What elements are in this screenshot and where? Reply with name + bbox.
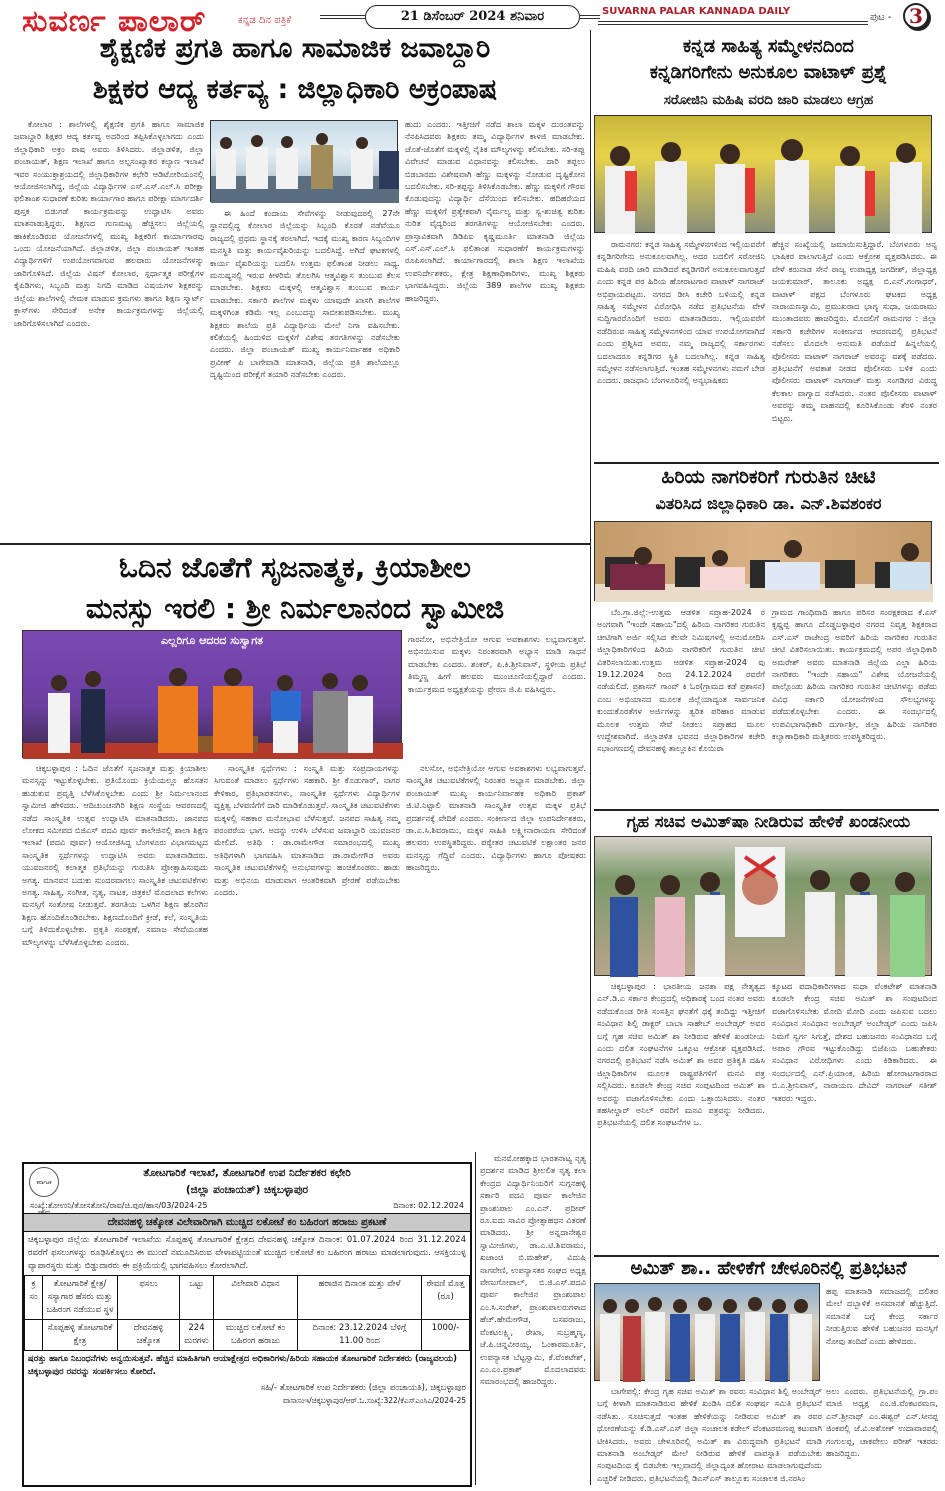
article2-photo-protesters xyxy=(595,116,933,234)
government-emblem xyxy=(29,1167,59,1216)
col-header-datetime: ಹರಾಜಿನ ದಿನಾಂಕ ಮತ್ತು ವೇಳೆ xyxy=(298,1276,422,1320)
article3-photo xyxy=(594,521,932,601)
article4-headline-line1: ಓದಿನ ಜೊತೆಗೆ ಸೃಜನಾತ್ಮಕ, ಕ್ರಿಯಾಶೀಲ xyxy=(119,551,471,584)
page-label: ಪುಟ - xyxy=(870,12,892,23)
auction-notice xyxy=(22,1162,472,1487)
notice-intro: ಚಿಕ್ಕಬಳ್ಳಾಪುರ ಜಿಲ್ಲೆಯ ತೋಟಗಾರಿಕೆ ಇಲಾಖೆಯ ಸೊಪ್ಪಹಳ್ಳಿ ತೋಟಗಾರಿಕೆ ಕ್ಷೇತ್ರದ ದೇವನಹಳ್ಳಿ ಚಕ್ಕೋತ ದಿನಾಂಕ: 01.07.2024 ರಿಂದ 31.12.2024 ರವರೆಗೆ ಫಸಲುಗಳನ್ನು ರೂಢಿಸಿಕೊಳ್ಳಲು ಈ ಮುಂದೆ ನಮೂದಿಸಿರುವ ವೇಳಾಪಟ್ಟಿಯಂತೆ ಮುಚ್ಚಿದ ಲಕೋಟೆ ಕಂ ಬಹಿರಂಗ ಹರಾಜು ಮಾಡಲಾಗುವುದು. ಆಸಕ್ತಿಯುಳ್ಳ ವ್ಯಾಪಾರಸ್ಥರು ಮತ್ತು ಬಿಡ್ಡುದಾರರು ಈ ಪ್ರಕ್ರಿಯೆಯಲ್ಲಿ ಭಾಗವಹಿಸಲು ಕೋರಲಾಗಿದೆ. xyxy=(28,1235,466,1271)
article4-headline-line2: ಮನಸ್ಸು ಇರಲಿ : ಶ್ರೀ ನಿರ್ಮಲಾನಂದ ಸ್ವಾಮೀಜಿ xyxy=(85,592,505,625)
notice-signature: ಸಹಿ/- ತೋಟಗಾರಿಕೆ ಉಪ ನಿರ್ದೇಶಕರು (ಜಿಲ್ಲಾ ಪಂಚಾಯತಿ), ಚಿಕ್ಕಬಳ್ಳಾಪುರ xyxy=(260,1383,466,1393)
notice-date: ದಿನಾಂಕ: 02.12.2024 xyxy=(393,1201,464,1210)
article2-body-col1: ರಾಮನಗರ: ಕನ್ನಡ ಸಾಹಿತ್ಯ ಸಮ್ಮೇಳನಗಳಿಂದ ಇಲ್ಲಿಯವರೆಗೆ ಕನ್ನಡಿಗರಿಗೇನು ಅನುಕೂಲವಾಗಿಲ್ಲ. ಅದರ ಬದಲಿಗೆ ಸರೋಜಿನಿ ಮಹಿಷಿ ವರದಿ ಜಾರಿ ಮಾಡಿದರೆ ಕನ್ನಡಿಗರಿಗೆ ಅನುಕೂಲವಾಗುತ್ತದೆ ಎಂದು ಕನ್ನಡ ಪರ ಹಿರಿಯ ಹೋರಾಟಗಾರ ವಾಟಾಳ್ ನಾಗರಾಜ್ ಅಭಿಪ್ರಾಯಪಟ್ಟರು. ನಗರದ ಡೀಸಿ ಕಚೇರಿ ಬಳಿಯಲ್ಲಿ ಕನ್ನಡ ಸಾಹಿತ್ಯ ಸಮ್ಮೇಳನ ವಿರೋಧಿಸಿ ನಡೆದ ಪ್ರತಿಭಟನೆಯ ವೇಳೆ ಸುದ್ದಿಗಾರರೊಂದಿಗೆ ಅವರು ಮಾತನಾಡಿದರು. ಇಲ್ಲಿಯವರೆಗೆ ನಡೆದಿರುವ ಸಾಹಿತ್ಯ ಸಮ್ಮೇಳನಗಳಿಂದ ಯಾವ ಉಪಯೋಗವಾಗಿದೆ ಎಂದು ಪ್ರಶ್ನಿಸಿದ ಅವರು, ನಮ್ಮ ರಾಜ್ಯದಲ್ಲಿ ಸರ್ಕಾರಗಳು ಬದಲಾದರೂ ಕನ್ನಡಿಗರ ಸ್ಥಿತಿ ಬದಲಾಗಿಲ್ಲ. ಕನ್ನಡ ಸಾಹಿತ್ಯ ಸಮ್ಮೇಳನ ನಡೆಸಲಾಗುತ್ತಿದೆ. ಇಂತಹ ಸಮ್ಮೇಳನಗಳು ನಮಗೆ ಬೇಡ ಎಂದರು. ರಾಜಧಾನಿ ಬೆಂಗಳೂರಿನಲ್ಲಿ ಅನ್ಯಭಾಷಿಕರು xyxy=(597,239,765,386)
article1-headline-line2: ಶಿಕ್ಷಕರ ಆದ್ಯ ಕರ್ತವ್ಯ : ಜಿಲ್ಲಾಧಿಕಾರಿ ಅಕ್ರಂಪಾಷ xyxy=(92,74,498,105)
col-header-sl: ಕ್ರ ಸಂ xyxy=(25,1276,43,1320)
column-divider xyxy=(590,30,591,1485)
cell-method: ಮುಚ್ಚಿದ ಲಕೋಟೆ ಕಂ ಬಹಿರಂಗ ಹರಾಜು xyxy=(214,1320,298,1351)
col-header-place: ತೋಟಗಾರಿಕೆ ಕ್ಷೇತ್ರ/ಸಸ್ಯಾಗಾರ ಹೆಸರು ಮತ್ತು ಬಹಿರಂಗ ನಡೆಯುವ ಸ್ಥಳ xyxy=(43,1276,118,1320)
notice-table-header xyxy=(25,1276,470,1320)
article1-headline-line1: ಶೈಕ್ಷಣಿಕ ಪ್ರಗತಿ ಹಾಗೂ ಸಾಮಾಜಿಕ ಜವಾಬ್ದಾರಿ xyxy=(99,33,491,64)
article3-headline-line2: ವಿತರಿಸಿದ ಜಿಲ್ಲಾಧಿಕಾರಿ ಡಾ. ಎನ್.ಶಿವಶಂಕರ xyxy=(655,494,882,513)
col-header-deposit: ಠೇವಣಿ ಮೊತ್ತ (ರೂ) xyxy=(422,1276,470,1320)
article5-photo xyxy=(594,836,932,976)
notice-office-line2: (ಜಿಲ್ಲಾ ಪಂಚಾಯತ್) ಚಿಕ್ಕಬಳ್ಳಾಪುರ xyxy=(185,1184,309,1196)
article4-body-col3: ನಲಸೋ, ಅಭಿನೇತ್ರಿಯೋ ಆಗುವ ಅವಕಾಶಗಳು ಲಭ್ಯವಾಗುತ್ತವೆ. ಸಾಂಸ್ಕೃತಿಕ ಚಟುವಟಿಕೆಗಳಲ್ಲಿ ನಿರಂತರ ಅಭ್ಯಾಸ ಮಾಡಬೇಕು. ಜಿಲ್ಲಾ ಪಂಚಾಯತ್ ಮುಖ್ಯ ಕಾರ್ಯನಿರ್ವಾಹಕ ಅಧಿಕಾರಿ ಪ್ರಕಾಶ್ ಜಿ.ಟಿ.ನಿಟ್ಟಾಲಿ ಮಾತನಾಡಿ ಸಾಂಸ್ಕೃತಿಕ ಉತ್ಸವ ಮಕ್ಕಳ ಪ್ರತಿಭೆ ಪ್ರದರ್ಶನಕ್ಕೆ ವೇದಿಕೆ ಎಂದರು. ಸಂಕೀರ್ಣದ ಜಿಲ್ಲಾ ಉಪನಿರ್ದೇಶಕರು, ಡಾ.ಎ.ಸಿ.ಶಿವರಾಮು, ಮಕ್ಕಳ ಸಾಹಿತಿ ಲಕ್ಷ್ಮೀನಾರಾಯಣ ಸೇರಿದಂತೆ ಹಲವರು ಉಪಸ್ಥಿತರಿದ್ದರು. ಪಠ್ಯೇತರ ಚಟುವಟಿಕೆ ಲಕ್ಷಾಂತರ ಜನರ ಮನಸ್ಸನ್ನು ಗೆದ್ದಿವೆ ಎಂದರು. ವಿದ್ಯಾರ್ಥಿಗಳು ಹಾಗೂ ಪೋಷಕರು ಹಾಜರಿದ್ದರು. xyxy=(406,763,586,873)
section-divider-1 xyxy=(0,543,590,545)
notice-ref-number: ಸಂಖ್ಯೆ:ತೋಉನಿ/ತೋಸತೋನಿ/ರಾವ/ಚಿ.ಪುರ/ಹಾಸ/03/2024-25 xyxy=(30,1201,208,1210)
cell-deposit: 1000/- xyxy=(422,1320,470,1351)
article3-body-col2: ಗ್ರಾಮದ ಗಾಂಧಿವಾದಿ ಹಾಗೂ ಪರಿಸರ ಸಂರಕ್ಷಕರಾದ ಕೆ.ಎಸ್ ಕೃಷ್ಣಪ್ಪ ಹಾಗೂ ದೊಡ್ಡಬಳ್ಳಾಪುರ ನಗರದ ನಿವೃತ್ತ ಶಿಕ್ಷಕರಾದ ಎಸ್.ಎಸ್ ರಾಜೇಂದ್ರ ಅವರಿಗೆ ಹಿರಿಯ ನಾಗರಿಕರ ಗುರುತಿನ ಚೀಟಿ ವಿತರಿಸಲಾಯಿತು. ಕಾರ್ಯಕ್ರಮದಲ್ಲಿ ಅಪರ ಜಿಲ್ಲಾಧಿಕಾರಿ ಅಮರೇಶ್ ಅವರು ಮಾತನಾಡಿ ಜಿಲ್ಲೆಯ ಎಲ್ಲಾ ಹಿರಿಯ ನಾಗರಿಕರು "ಇಂದೇ ಸಹಾಯ" ವಿಶೇಷ ಯೋಜನೆಯಲ್ಲಿ ಪಾಲ್ಗೊಂಡು ಹಿರಿಯ ನಾಗರಿಕರ ಗುರುತಿನ ಚೀಟಿಗಳನ್ನು ಪಡೆದು ವಿವಿಧ ಸರ್ಕಾರಿ ಯೋಜನೆಗಳಿಂದ ಸೌಲಭ್ಯಗಳನ್ನು ಪಡೆದುಕೊಳ್ಳಬೇಕು ಎಂದರು. ಈ ಸಂದರ್ಭದಲ್ಲಿ ಉಪವಿಭಾಗಾಧಿಕಾರಿ ದುರ್ಗಾಶ್ರೀ, ಜಿಲ್ಲಾ ಹಿರಿಯ ನಾಗರಿಕರ ಕಲ್ಯಾಣಾಧಿಕಾರಿ ಮತ್ತಿತರರು ಉಪಸ್ಥಿತರಿದ್ದರು. xyxy=(772,607,937,742)
article1-photo xyxy=(210,120,398,202)
masthead-rule-left xyxy=(320,15,365,19)
notice-office-line1: ತೋಟಗಾರಿಕೆ ಇಲಾಖೆ, ತೋಟಗಾರಿಕೆ ಉಪ ನಿರ್ದೇಶಕರ ಕಛೇರಿ xyxy=(143,1167,351,1179)
article6-body-side: ಹಪ್ಪ ಮಾತನಾಡಿ ಸಮಾಜದಲ್ಲಿ ದಲಿತರ ಮೇಲೆ ದಬ್ಬಾಳಿಕೆ ಅಸಮಾನತೆ ಹೆಚ್ಚುತ್ತಿದೆ. ಸಮಾನತೆ ಬಗ್ಗೆ ಕೇಂದ್ರ ಸರ್ಕಾರ ನೀಡುತ್ತಿರುವ ಹೇಳಿಕೆ ಬಹುಜನರ ಮನಸ್ಸಿಗೆ ನೋವು ತಂದಿದೆ ಎಂದು ಹೇಳಿದರು. xyxy=(826,1286,938,1346)
article3-headline-line1: ಹಿರಿಯ ನಾಗರಿಕರಿಗೆ ಗುರುತಿನ ಚೀಟಿ xyxy=(661,466,876,488)
notice-table xyxy=(24,1275,470,1351)
article2-headline-line1: ಕನ್ನಡ ಸಾಹಿತ್ಯ ಸಮ್ಮೇಳನದಿಂದ xyxy=(683,36,854,57)
cell-datetime: ದಿನಾಂಕ: 23.12.2024 ಬೆಳಿಗ್ಗೆ 11.00 ರಿಂದ xyxy=(298,1320,422,1351)
article6-body-col1: ಬಾಗೇಪಲ್ಲಿ: ಕೇಂದ್ರ ಗೃಹ ಸಚಿವ ಅಮಿತ್ ಶಾ ರವರು ಸಂವಿಧಾನ ಶಿಲ್ಪಿ ಅಂಬೇಡ್ಕರ್ ಬಗ್ಗೆ ಕೀಳಾಗಿ ಮಾತನಾಡಿರುವ ಹೇಳಿಕೆ ಖಂಡಿಸಿ ದಲಿತ ಸಂಘರ್ಷ ಸಮಿತಿ ಪ್ರತಿಭಟನೆ ನಡೆಸಿತು. ಸೂಚಿಸುತ್ತದೆ ಇಂತಹ ಹೇಳಿಕೆಯನ್ನು ನೀಡಿರುವ ಅಮಿತ್ ಶಾ ರವರ ಧೋರಣೆಯನ್ನು ಕೆ.ಡಿ.ಎಸ್.ಎಸ್ ಜಿಲ್ಲಾ ಸಂಚಾಲಕ ಕಡೇಲ್ ವೆಂಕಟರಮಣಪ್ಪ ಕಟುವಾಗಿ ಟೀಕಿಸಿದರು. ಅವರು ಚೇಳೂರಿನಲ್ಲಿ ಅಮಿತ್ ಶಾ ವಿರುದ್ಧವಾಗಿ ಪ್ರತಿಭಟನೆ ಮಾಡಿ ಮಾತನಾಡಿ ಅಂಬೇಡ್ಕರ್ ಮೇಲೆ ನೀಡಿರುವ ಹೇಳಿಕೆ ವಾಪಸ್ಸಾತಿ ಪಡೆಯಬೇಕು ಸಂಪುಟದಿಂದ ಕೈ ಬಿಡಬೇಕು ಇಲ್ಲವಾದಲ್ಲಿ ಜಿಲ್ಲಾದ್ಯಂತ ಹೋರಾಟ ಮಾಡಲಾಗುವುದೆಂದು ಎಚ್ಚರಿಕೆ ನೀಡಿದರು. ಪ್ರತಿಭಟನೆಯಲ್ಲಿ ಡಿಎಸ್‌ಎಸ್ ತಾಲ್ಲೂಕು ಸಂಚಾಲಕ ಜಿ.ನರಸಿಂ xyxy=(597,1386,822,1483)
masthead-rule-right xyxy=(598,21,868,25)
article1-photo-people xyxy=(211,121,399,203)
notice-footer: ಷರತ್ತು ಹಾಗೂ ನಿಬಂಧನೆಗಳು ಅನ್ವಯಿಸುತ್ತವೆ. ಹೆಚ್ಚಿನ ಮಾಹಿತಿಗಾಗಿ ಆಯಾಕ್ಷೇತ್ರದ ಅಧಿಕಾರಿಗಳು/ಹಿರಿಯ ಸಹಾಯಕ ತೋಟಗಾರಿಕೆ ನಿರ್ದೇಶಕರು (ರಾಜ್ಯವಲಯ) ಚಿಕ್ಕಬಳ್ಳಾಪುರ ರವರನ್ನು ಸಂಪರ್ಕಿಸಲು ಕೋರಿದೆ. xyxy=(28,1354,458,1377)
article5-photo-protest xyxy=(595,837,933,977)
col-header-total: ಒಟ್ಟು xyxy=(180,1276,214,1320)
article5-body-col2: ಕ್ಕೂಟದ ಪದಾಧಿಕಾರಿಗಳಾದ ಸುಧಾ ವೆಂಕಟೇಶ್ ಮಾತನಾಡಿ ಕೂಡಲೇ ಕೇಂದ್ರ ಸಚಿವ ಅಮಿತ್ ಶಾ ಸಂಪುಟದಿಂದ ವಜಾಗೊಳಿಸಬೇಕು ಮೋದಿ ಮೋದಿ ಎಂದು ಜಪಿಸುವ ಬದಲು ಸಂವಿಧಾನ ಸಂವಿಧಾನ ಅಂಬೇಡ್ಕರ್ ಅಂಬೇಡ್ಕರ್ ಎಂದು ಜಪಿಸಿ ನಿಮಗೆ ಸ್ವರ್ಗ ಸಿಗುತ್ತೆ, ದೇಶದ ಬಹುಜನರು ಸಂವಿಧಾನದ ಬಗ್ಗೆ ಅಪಾರ ಗೌರವ ಇಟ್ಟುಕೊಂಡಿದ್ದು ಬಿಜೆಪಿಯ ಬಹುತೇಕರು ಸಂವಿಧಾನ ವಿರೋಧಿಗಳು ಎಂದು ಕಿಡಿಕಾರಿದರು. ಈ ಸಂದರ್ಭದಲ್ಲಿ ಎನ್.ಪ್ರಿಯಾಂಕ, ಹಿರಿಯ ಹೋರಾಟಗಾರರಾದ ಬಿ.ಎ.ಶ್ರೀನಿವಾಸ್, ನಾರಾಯಣ ದೇವಿದ್ ನಾಗರಾಜ್ ಸತೀಶ್ ಇತರರು ಇದ್ದರು. xyxy=(772,981,937,1103)
table-row xyxy=(25,1320,470,1351)
article5-body-col1: ಚಿಕ್ಕಬಳ್ಳಾಪುರ : ಭಾರತೀಯ ಜನತಾ ಪಕ್ಷ ನೇತೃತ್ವದ ಎನ್.ಡಿ.ಎ ಸರ್ಕಾರ ಕೇಂದ್ರದಲ್ಲಿ ಅಧಿಕಾರಕ್ಕೆ ಬಂದ ನಂತರ ಅವರು ನಡೆದುಕೊಂಡ ರೀತಿ ಸಂಸತ್ತಿನ ಘನತೆಗೆ ಧಕ್ಕೆ ತಂದಿದ್ದು ಇತ್ತೀಚಿಗೆ ಸಂವಿಧಾನ ಶಿಲ್ಪಿ ಡಾಕ್ಟರ್ ಬಾಬಾ ಸಾಹೇಬ್ ಅಂಬೇಡ್ಕರ್ ಅವರ ಬಗ್ಗೆ ಗೃಹ ಸಚಿವ ಅಮಿತ್ ಶಾ ನೀಡಿರುವ ಹೇಳಿಕೆ ಖಂಡನೀಯ ಎಂದು ದಲಿತ ಸಂಘಟನೆಗಳ ಒಕ್ಕೂಟ ಆಕ್ರೋಶ ವ್ಯಕ್ತಪಡಿಸಿದೆ. ನಗರದಲ್ಲಿ ಪ್ರತಿಭಟನೆ ನಡೆಸಿ ಅಮಿತ್ ಶಾ ಅವರ ಪ್ರತಿಕೃತಿ ದಹಿಸಿ ಜಿಲ್ಲಾಧಿಕಾರಿಗಳ ಮೂಲಕ ರಾಷ್ಟ್ರಪತಿಗಳಿಗೆ ಮನವಿ ಪತ್ರ ಸಲ್ಲಿಸಿದರು. ಕೂಡಲೇ ಕೇಂದ್ರ ಸಚಿವ ಸಂಪುಟದಿಂದ ಅಮಿತ್ ಶಾ ಅವರನ್ನು ವಜಾಗೊಳಿಸಬೇಕು ಎಂದು ಒತ್ತಾಯಿಸಿದರು. ನಂತರ ತಹಸೀಲ್ದಾರ್ ಅನಿಲ್ ರವರಿಗೆ ಮನವಿ ಪತ್ರವನ್ನು ನೀಡಿದರು. ಪ್ರತಿಭಟನೆಯಲ್ಲಿ ದಲಿತ ಸಂಘಟನೆಗಳ ಒ. xyxy=(597,981,765,1128)
article3-photo-meeting xyxy=(595,522,933,602)
article4-photo xyxy=(22,630,402,758)
article6-headline: ಅಮಿತ್ ಶಾ.. ಹೇಳಿಕೆಗೆ ಚೇಳೂರಿನಲ್ಲಿ ಪ್ರತಿಭಟನೆ xyxy=(630,1258,907,1279)
notice-title: ದೇವನಹಳ್ಳಿ ಚಕ್ಕೋತ ವಿಲೇವಾರಿಗಾಗಿ ಮುಚ್ಚಿದ ಲಕೋಟೆ ಕಂ ಬಹಿರಂಗ ಹರಾಜು ಪ್ರಕಟಣೆ xyxy=(24,1213,470,1232)
article2-body-col2: ಹೆಚ್ಚಿನ ಸಂಖ್ಯೆಯಲ್ಲಿ ಜಮಾಯಿಸುತ್ತಿದ್ದಾರೆ. ಬೆಂಗಳೂರು ಅನ್ಯ ಭಾಷಿಕರ ಪಾಲಾಗುತ್ತಿದೆ ಎಂದು ಆಕ್ರೋಶ ವ್ಯಕ್ತಪಡಿಸಿದರು. ಈ ವೇಳೆ ಕರುನಾಡ ಸೇನೆ ರಾಜ್ಯ ಉಪಾಧ್ಯಕ್ಷ ಜಗದೀಶ್, ಜಿಲ್ಲಾಧ್ಯಕ್ಷ ಜಯಕುಮಾರ್, ತಾಲೂಕು ಅಧ್ಯಕ್ಷ ಬಿ.ಎನ್.ಗಂಗಾಧರ್, ವಾಟಾಳ್ ಪಕ್ಷದ ಬೆಂಗಳೂರು ಘಟಕದ ಅಧ್ಯಕ್ಷ ನಾರಾಯಣಸ್ವಾಮಿ, ಪ್ರಮುಖರಾದ ಭಾಗ್ಯ ಸುಧಾ, ಜಯರಾಮು ಮುಂತಾದವರು ಹಾಜರಿದ್ದರು. ಮೊದಲಿಗೆ ರಾಮನಗರ : ಜಿಲ್ಲಾ ಸರ್ಕಾರಿ ಕಚೇರಿಗಳ ಸಂಕೀರ್ಣದ ಆವರಣದಲ್ಲಿ ಪ್ರತಿಭಟನೆ ನಡೆಸಲು ಮೊದಲೇ ಅನುಮತಿ ಪಡೆಯದೆ ಹಿನ್ನಲೆಯಲ್ಲಿ ಪೊಲೀಸರು ವಾಟಾಳ್ ನಾಗರಾಜ್ ಅವರನ್ನು ವಶಕ್ಕೆ ಪಡೆದರು. ಪ್ರತಿಭಟನೆಗೆ ಅವಕಾಶ ನೀಡದ ಪೊಲೀಸರು ಬಳಿಕ ಎಂದು ಪೊಲೀಸರು ವಾಟಾಳ್ ನಾಗರಾಜ್ ಮತ್ತು ಸಂಗಡಿಗರ ವಿರುದ್ಧ ಕೆಲಕಾಲ ವಾಗ್ವಾದ ನಡೆಸಿದರು. ನಂತರ ಪೊಲೀಸರು ವಾಟಾಳ್ ಅವರನ್ನು ತಮ್ಮ ವಾಹನದಲ್ಲಿ ಕೂರಿಸಿಕೊಂಡು ತೆರಳಿ ನಂತರ ಬಿಟ್ಟರು. xyxy=(772,239,937,423)
english-title: SUVARNA PALAR KANNADA DAILY xyxy=(602,6,791,17)
article1-body-col3: ಹುದು ಎಂದರು. ಇತ್ತೀಚಿಗೆ ನಡೆದ ಶಾಲಾ ಮಕ್ಕಳ ದುರಂತವನ್ನು ನೆನಪಿಸಿದವರು ಶಿಕ್ಷಕರು ತಮ್ಮ ವಿದ್ಯಾರ್ಥಿಗಳ ಕಾಳಜಿ ಮಾಡಬೇಕು. ಜೊತೆ-ಜೊತೆಗೆ ಮಕ್ಕಳಲ್ಲಿ ನೈತಿಕ ಮೌಲ್ಯಗಳನ್ನು ಕಲಿಸಬೇಕು. ಸರಿ-ತಪ್ಪು ವಿವೇಚನೆ ಮಾಡುವ ವಿಧಾನವನ್ನು ಕಲಿಸಬೇಕು. ದಾರಿ ತಪ್ಪಲು ಬಿಡಬಾರದು ವಿಶೇಷವಾಗಿ ಹೆಣ್ಣು ಮಕ್ಕಳನ್ನು ನೋಡುವ ದೃಷ್ಟಿಕೋನ ಬದಲಿಸಬೇಕು. ಸರಿ-ತಪ್ಪನ್ನು ತಿಳಿಸಿಕೊಡಬೇಕು. ಹೆಣ್ಣು ಮಕ್ಕಳಿಗೆ ಗೌರವ ಕೊಡುವುದನ್ನು ವಿದ್ಯಾರ್ಥಿ ದೆಸೆಯಿಂದ ಕಲಿಸಬೇಕು. ಹದಿಹರೆಯದ ಹೆಣ್ಣು ಮಕ್ಕಳಿಗೆ ಪ್ರತ್ಯೇಕವಾಗಿ ನೈರ್ಮಲ್ಯ ಮತ್ತು ಸ್ವ-ಶುಚಿತ್ವ ಕುರಿತು ನುರಿತ ವೈದ್ಯರಿಂದ ತರಗತಿಗಳನ್ನು ಆಯೋಜಿಸಬೇಕು ಎಂದರು. ಪ್ರಾಸ್ತಾವಿಕವಾಗಿ ಡಿಡಿಪಿಐ ಕೃಷ್ಣಮೂರ್ತಿ ಮಾತನಾಡಿ ಜಿಲ್ಲೆಯ ಎಸ್.ಎಸ್.ಎಲ್.ಸಿ ಫಲಿತಾಂಶ ಸುಧಾರಣೆಗೆ ಕಾರ್ಯಕ್ರಮಗಳನ್ನು ರೂಪಿಸಲಾಗಿದೆ. ಕಾರ್ಯಾಗಾರದಲ್ಲಿ ಶಾಲಾ ಶಿಕ್ಷಣ ಇಲಾಖೆಯ ಉಪನಿರ್ದೇಶಕರು, ಕ್ಷೇತ್ರ ಶಿಕ್ಷಣಾಧಿಕಾರಿಗಳು, ಮುಖ್ಯ ಶಿಕ್ಷಕರು ಭಾಗವಹಿಸಿದ್ದರು. ಜಿಲ್ಲೆಯ 389 ಶಾಲೆಗಳ ಮುಖ್ಯ ಶಿಕ್ಷಕರು ಹಾಜರಿದ್ದರು. xyxy=(405,119,585,303)
article6-photo-group xyxy=(595,1284,821,1382)
section-divider-right-3 xyxy=(594,1255,939,1257)
cell-sl xyxy=(25,1320,43,1351)
article2-photo xyxy=(594,115,932,233)
article3-body-col1: ಬೆಂ.ಗ್ರಾ.ಜಿಲ್ಲೆ:-ಉತ್ತಮ ಆಡಳಿತ ಸಪ್ತಾಹ-2024 ರ ಅಂಗವಾಗಿ "ಇಂದೇ ಸಹಾಯ"ದಲ್ಲಿ ಹಿರಿಯ ನಾಗರಿಕರ ಗುರುತಿನ ಚೀಟಿಗಾಗಿ ಅರ್ಜಿ ಸಲ್ಲಿಸಿದ ಕೆಲವೇ ನಿಮಿಷಗಳಲ್ಲಿ ಅನುಮೋದಿಸಿ ಜಿಲ್ಲಾಧಿಕಾರಿಗಳಿಂದ ಹಿರಿಯ ನಾಗರಿಕರಿಗೆ ಗುರುತಿನ ಚೀಟಿ ವಿತರಿಸಲಾಯಿತು.ಉತ್ತಮ ಆಡಳಿತ ಸಪ್ತಾಹ-2024 ವು 19.12.2024 ರಿಂದ 24.12.2024 ರವರೆಗೆ ನಡೆಯಲಿದೆ. ಪ್ರಶಾಸನ್ ಗಾಂವ್ ಕಿ ಓರ(ಗ್ರಾಮದ ಕಡೆ ಪ್ರಶಾಸನ) ಎಂಬ ಅಭಿಯಾನದ ಮೂಲಕ ಜಿಲ್ಲೆಯಾದ್ಯಂತ ಸಾರ್ವಜನಿಕ ಕುಂದುಕೊರತೆಗಳ ಅರ್ಜಿಗಳನ್ನು ತ್ವರಿತ ಪರಿಹಾರ ಮಾಡುವ ಮೂಲಕ ಉತ್ತಮ ಸೇವೆ ನೀಡಲು ಸಪ್ತಾಹದ ಮೂಲ ಉದ್ದೇಶವಾಗಿದೆ. ಜಿಲ್ಲಾಡಳಿತ ಭವನದ ಜಿಲ್ಲಾಧಿಕಾರಿಗಳ ಕಚೇರಿ ಸಭಾಂಗಣದಲ್ಲಿ ದೇವನಹಳ್ಳಿ ತಾಲ್ಲೂಕಿನ ಕೊಯಿರಾ xyxy=(597,607,765,754)
article4-photo-banner: ಎಲ್ಲರಿಗೂ ಆದರದ ಸುಸ್ವಾಗತ xyxy=(160,634,264,647)
article4-body-col2: ಸಾಂಸ್ಕೃತಿಕ ಸ್ಪರ್ಧೆಗಳು : ಸಂಸ್ಕೃತಿ ಮತ್ತು ಸಂಪ್ರದಾಯಗಳನ್ನು ಸಿಗುವಂತೆ ಮಾಡಲು ಸ್ಪರ್ಧೆಗಳು ಸಹಕಾರಿ. ಶ್ರೀ ಕೊಡುಗಾರ್, ನಾಗರ ಕೇಳಿಕಾರ, ಪ್ರತಿಭಾಪತನಗಳು, ಸಾಂಸ್ಕೃತಿಕ ಸ್ಪರ್ಧೆಗಳು ವಿದ್ಯಾರ್ಥಿಗಳ ವ್ಯಕ್ತಿತ್ವ ಬೆಳವಣಿಗೆಗೆ ದಾರಿ ಮಾಡಿಕೊಡುತ್ತವೆ. ಸಾಂಸ್ಕೃತಿಕ ಚಟುವಟಿಕೆಗಳು ಮಕ್ಕಳಲ್ಲಿ ಸಹಕಾರ ಮನೋಭಾವ ಬೆಳೆಸುತ್ತವೆ. ಜನಪದ ಸಾಹಿತ್ಯ ನಮ್ಮ ಪರಂಪರೆಯ ಭಾಗ. ಅದನ್ನು ಉಳಿಸಿ ಬೆಳೆಸುವ ಜವಾಬ್ದಾರಿ ಯುವಜನರ ಮೇಲಿದೆ. ಅತಿಥಿ : ಡಾ.ರಾಮೇಗೌಡ ಸಮಾರಂಭದಲ್ಲಿ ಮುಖ್ಯ ಅತಿಥಿಗಳಾಗಿ ಭಾಗವಹಿಸಿ ಮಾತನಾಡಿದ ಡಾ.ರಾಮೇಗೌಡ ಅವರು ಸಾಂಸ್ಕೃತಿಕ ಚಟುವಟಿಕೆಗಳಲ್ಲಿ ಅನುಭವಗಳನ್ನು ಹಂಚಿಕೊಂಡರು. ಹಾಡು ಮತ್ತು ಅಭಿನಯ ಮಾಡುವಾಗ ಆಂತರಿಕವಾಗಿ ಪ್ರೇರಣೆ ಪಡೆಯಬೇಕು ಎಂದರು. xyxy=(214,763,400,898)
notice-side-divider xyxy=(475,1152,476,1485)
article6-photo xyxy=(594,1283,820,1381)
article2-subhead: ಸರೋಜಿನಿ ಮಹಿಷಿ ವರದಿ ಜಾರಿ ಮಾಡಲು ಆಗ್ರಹ xyxy=(663,92,874,108)
section-divider-right-2 xyxy=(594,809,939,811)
section-divider-right-1 xyxy=(594,462,939,464)
cell-total: 224 ಮರಗಳು xyxy=(180,1320,214,1351)
page-number: 3 xyxy=(903,3,929,29)
col-header-method: ವಿಲೇವಾರಿ ವಿಧಾನ xyxy=(214,1276,298,1320)
article4-photo-stage xyxy=(23,631,403,759)
notice-release-number: ವಾಸಾಸಂಇ/ಚಿಕ್ಕಬಳ್ಳಾಪುರ/ಆರ್.ಓ.ಸಂಖ್ಯೆ:322/ಕೆಎಸ್‌ಎಂಸಿಎ/2024-25 xyxy=(282,1396,466,1405)
article2-headline-line2: ಕನ್ನಡಿಗರಿಗೇನು ಅನುಕೂಲ ವಾಟಾಳ್ ಪ್ರಶ್ನೆ xyxy=(649,62,888,83)
cell-crop: ದೇವನಹಳ್ಳಿ ಚಕ್ಕೋತ xyxy=(118,1320,180,1351)
newspaper-logo: ಸುವರ್ಣ ಪಾಲಾರ್ xyxy=(22,4,207,39)
article4-body-col4: ಮನಮೋಹಕ್ಕಾದ ಭಾರತನಾಟ್ಯ ನೃತ್ಯ ಪ್ರದರ್ಶನ ಮಾಡಿದ ಶ್ರೀಲಲಿತ ನೃತ್ಯ ಕಲಾ ಕೇಂದ್ರದ ವಿದ್ಯಾರ್ಥಿನಿಯರಿಗೆ ಸುಗ್ಗನಹಳ್ಳಿ ಸರ್ಕಾರಿ ಪದವಿ ಪೂರ್ವ ಕಾಲೇಜಿನ ಪ್ರಾಂಶುಪಾಲ ಎಂ.ಎನ್. ಪ್ರದೀಪ್ ರೂ.ಐದು ಸಾವಿರ ಪ್ರೋತ್ಸಾಹಧನ ವಿತರಣೆ ಮಾಡಿದರು. ಶ್ರೀ ಅನ್ನದಾನೇಶ್ವರ ಸ್ವಾಮೀಜಿಗಳು, ಡಾ.ಎ.ಟಿ.ಶಿವರಾಮು, ಖಜಾಂಚಿ ಬಿ.ಮಹೇಶ್, ವಿದುಷಿ ನಾಗವೇಣಿ, ಉಪನ್ಯಾಸಕರ ಸಂಘದ ಅಧ್ಯಕ್ಷ ವೇಣುಗೋಪಾಲ್, ಬಿ.ಜಿ.ಎಸ್.ಪದವಿ ಪೂರ್ವ ಕಾಲೇಜಿನ ಪ್ರಾಂಶುಪಾಲ ಎಂ.ಸಿ.ಸುರೇಶ್, ಪ್ರಾಂಶುಪಾಲರುಗಳಾದ ಹೆಚ್.ಹೇಮೇಗೌಡ, ಬಸವರಾಜು, ವೆಂಕಟಲಕ್ಷ್ಮಿ, ರೇಖಾ, ಸುಬ್ರಹ್ಮಣ್ಯ, ಜೆ.ಪಿ.ಚನ್ನವೀರಯ್ಯ, ಓಂಕಾರಮೂರ್ತಿ, ಉಪನ್ಯಾಸಕ ಬೆಟ್ಟಸ್ವಾಮಿ, ಕೆ.ವೆಂಕಟೇಶ್, ಎಂ.ಎಂ.ಪ್ರಕಾಶ್ ಮೊದಲಾದವರು ಸಮಾರಂಭದಲ್ಲಿ ಹಾಜರಿದ್ದರು. xyxy=(480,1153,586,1387)
cell-place: ಸೊಪ್ಪಹಳ್ಳಿ ತೋಟಗಾರಿಕೆ ಕ್ಷೇತ್ರ xyxy=(43,1320,118,1351)
col-header-crop: ಫಸಲು xyxy=(118,1276,180,1320)
article4-body-col1: ಚಿಕ್ಕಬಳ್ಳಾಪುರ : ಓದಿನ ಜೊತೆಗೆ ಸೃಜನಾತ್ಮಕ ಮತ್ತು ಕ್ರಿಯಾಶೀಲ ಮನಸ್ಸನ್ನು ಇಟ್ಟುಕೊಳ್ಳಬೇಕು. ಪ್ರತಿಯೊಂದು ಕ್ರಿಯೆಯಲ್ಲೂ ಹೊಸತನ ಹುಡುಕುವ ಪ್ರವೃತ್ತಿ ಬೆಳೆಸಿಕೊಳ್ಳಬೇಕು ಎಂದು ಶ್ರೀ ನಿರ್ಮಲಾನಂದ ಸ್ವಾಮೀಜಿ ಹೇಳಿದರು. ಆದಿಚುಂಚನಗಿರಿ ಶಿಕ್ಷಣ ಸಂಸ್ಥೆಯ ಆವರಣದಲ್ಲಿ ನಡೆದ ಸಾಂಸ್ಕೃತಿಕ ಉತ್ಸವ ಉದ್ಘಾಟಿಸಿ ಮಾತನಾಡಿದರು. ಜಾನಪದ ಲೋಕದ ಸಮೀಪದ ಬಿಜಿಎಸ್ ಪದವಿ ಪೂರ್ವ ಕಾಲೇಜಿನಲ್ಲಿ ಶಾಲಾ ಶಿಕ್ಷಣ ಇಲಾಖೆ (ಪದವಿ ಪೂರ್ವ) ಆಯೋಜಿಸಿದ್ದ ಬೆಂಗಳೂರು ವಿಭಾಗಮಟ್ಟದ ಸಾಂಸ್ಕೃತಿಕ ಸ್ಪರ್ಧೆಗಳನ್ನು ಉದ್ಘಾಟಿಸಿ ಅವರು ಮಾತನಾಡಿದರು. ಯುವಜನರಲ್ಲಿ ಕಲಾತ್ಮಕ ಪ್ರತಿಭೆಯನ್ನು ಗುರುತಿಸಿ ಪ್ರೋತ್ಸಾಹಿಸುವುದು ಅಗತ್ಯ. ಮಾನವನ ಬದುಕು ಸುಂದರವಾಗಲು ಸಾಂಸ್ಕೃತಿಕ ಚಟುವಟಿಕೆಗಳು ಅಗತ್ಯ. ಸಾಹಿತ್ಯ, ಸಂಗೀತ, ನೃತ್ಯ, ನಾಟಕ, ಚಿತ್ರಕಲೆ ಮೊದಲಾದ ಕಲೆಗಳು ಮನಸ್ಸಿಗೆ ಸಂತೋಷ ನೀಡುತ್ತವೆ. ತರಗತಿಯ ಒಳಗಿನ ಶಿಕ್ಷಣ ಹೊರಗಿನ ಶಿಕ್ಷಣ ಹೊಂದಿಕೊಂಡಿರಬೇಕು. ಶಿಕ್ಷಣದೊಂದಿಗೆ ಕ್ರೀಡೆ, ಕಲೆ, ಸಂಸ್ಕೃತಿಯ ಬಗ್ಗೆ ತಿಳಿದುಕೊಳ್ಳಬೇಕು. ಪ್ರಕೃತಿ ಸಂರಕ್ಷಣೆ, ಸಮಾಜ ಸೇವೆಯಂತಹ ಮೌಲ್ಯಗಳನ್ನು ಬೆಳೆಸಿಕೊಳ್ಳಬೇಕು ಎಂದರು. xyxy=(22,763,208,947)
newspaper-tagline: ಕನ್ನಡ ದಿನ ಪತ್ರಿಕೆ xyxy=(238,15,292,26)
article1-body-col2: ಈ ಹಿಂದೆ ಕಂದಾಯ ಸೇವೆಗಳನ್ನು ನೀಡುವುದರಲ್ಲಿ 27ನೇ ಸ್ಥಾನದಲ್ಲಿದ್ದ ಕೋಲಾರ ಜಿಲ್ಲೆಯನ್ನು ಸಿಬ್ಬಂದಿ ಕೊರತೆ ನಡೆವೆಯೂ ರಾಜ್ಯದಲ್ಲಿ ಪ್ರಥಮ ಸ್ಥಾನಕ್ಕೆ ತರಲಾಗಿದೆ. ಇದಕ್ಕೆ ಮುಖ್ಯ ಕಾರಣ ಸಿಬ್ಬಂದಿಗಳ ಮನಸ್ಥಿತಿ ಮತ್ತು ಕಾರ್ಯವೈಖರಿಯನ್ನು ಬದಲಿಸಿದ್ದೆ. ಅಗಿದೆ ಘಟಕಗಳಲ್ಲಿ ಕಾರ್ಯ ವೈಖರಿಯನ್ನು ಬದಲಿಸಿ ಉತ್ತಮ ಫಲಿತಾಂಶ ನೀಡಲು ಸಾಧ್ಯ. ಮನುಷ್ಯನಲ್ಲಿ ಇರುವ ಕೀಳರಿಮೆ ತೊಲಗಿಸಿ ಆತ್ಮವಿಶ್ವಾಸ ತುಂಬುವ ಕೆಲಸ ಮಾಡಬೇಕು. ಶಿಕ್ಷಕರು ಮಕ್ಕಳಲ್ಲಿ ಆತ್ಮವಿಶ್ವಾಸ ತುಂಬುವ ಕಾರ್ಯ ಮಾಡಬೇಕು. ಸರ್ಕಾರಿ ಶಾಲೆಗಳ ಮಕ್ಕಳು ಯಾವುದೇ ಖಾಸಗಿ ಶಾಲೆಗಳ ಮಕ್ಕಳಿಗಿಂತ ಕಡಿಮೆ ಇಲ್ಲ ಎಂಬುದನ್ನು ಸಾಬೀತುಪಡಿಸಬೇಕು. ಮುಖ್ಯ ಶಿಕ್ಷಕರು ಶಾಲೆಯ ಪ್ರತಿ ವಿದ್ಯಾರ್ಥಿಯ ಮೇಲೆ ನಿಗಾ ವಹಿಸಬೇಕು. ಕಲಿಕೆಯಲ್ಲಿ ಹಿಂದುಳಿದ ಮಕ್ಕಳಿಗೆ ವಿಶೇಷ ತರಗತಿಗಳನ್ನು ನಡೆಸಬೇಕು ಎಂದರು. ಜಿಲ್ಲಾ ಪಂಚಾಯತ್ ಮುಖ್ಯ ಕಾರ್ಯನಿರ್ವಾಹಕ ಅಧಿಕಾರಿ ಪ್ರವೀಣ್ ಪಿ ಬಾಗೇವಾಡಿ ಮಾತನಾಡಿ, ಜಿಲ್ಲೆಯ ಪ್ರತಿ ಶಾಲೆಯಲ್ಲೂ ದೃಷ್ಟಿಯಿಂದ ಪರೀಕ್ಷೆಗೆ ತಯಾರಿ ನಡೆಸಬೇಕು ಎಂದರು. xyxy=(210,208,400,380)
article4-body-right-of-photo: ಗಾರನೋ, ಅಭಿನೇತ್ರಿಯೋ ಆಗುವ ಅವಕಾಶಗಳು ಲಭ್ಯವಾಗುತ್ತವೆ. ಅಭಿನಯಿಸುವ ಮಕ್ಕಳು ನಿರಂತರವಾಗಿ ಅಭ್ಯಾಸ ಮಾಡಿ ಸಾಧನೆ ಮಾಡಬೇಕು ಎಂದರು. ಶಂಕರ್, ಪಿ.ಕಿ.ಶ್ರೀನಿವಾಸ್, ಸ್ಥಳೀಯ ಪ್ರತಿಭೆ ತಿಮ್ಮಣ್ಣ ಹೀಗೆ ಹಲವರು ಮುಂಚೂಣಿಯಲ್ಲಿದ್ದಾರೆ ಎಂದರು. ಕಾರ್ಯಕ್ರಮದ ಅಧ್ಯಕ್ಷತೆಯನ್ನು ಪ್ರೇರಣ ಜಿ.ಪಿ ವಹಿಸಿದ್ದರು. xyxy=(408,634,586,694)
emblem-text: ಕರ್ನಾಟಕ ಸರ್ಕಾರ xyxy=(36,1180,52,1216)
issue-date: 21 ಡಿಸೆಂಬರ್ 2024 ಶನಿವಾರ xyxy=(365,5,580,29)
article5-headline: ಗೃಹ ಸಚಿವ ಅಮಿತ್‌ಷಾ ನೀಡಿರುವ ಹೇಳಿಕೆ ಖಂಡನೀಯ xyxy=(626,812,911,831)
masthead-rule-mid xyxy=(580,15,600,19)
article6-body-col2: ಅಲು ಎಂದರು. ಪ್ರತಿಭಟನೆಯಲ್ಲಿ ಗ್ರಾ.ಪಂ ಮಾಜಿ ಅಧ್ಯಕ್ಷ ಎಂ.ಜಿ.ವೆಂಕಟರಮಣ, ಎನ್.ಶ್ರೀನಾಥ್ ಎಂ.ಈಶ್ವರ್ ಎನ್.ಸೀನಪ್ಪ ಜಿಂಕಪಲ್ಲಿ ಜೆ.ವಿ.ಅಶೋಕ್ ಉದಾವಾರಪಲ್ಲಿ ಗಂಗುಲಪ್ಪ, ಚಾಕವೇಲು ಪರೀಶ್ ಇತರರು ಹಾಜರಿದ್ದರು. xyxy=(826,1386,938,1459)
article1-body-col1: ಕೋಲಾರ : ಶಾಲೆಗಳಲ್ಲಿ ಶೈಕ್ಷಣಿಕ ಪ್ರಗತಿ ಹಾಗೂ ಸಾಮಾಜಿಕ ಜವಾಬ್ದಾರಿ ಶಿಕ್ಷಕರ ಆದ್ಯ ಕರ್ತವ್ಯ ಅದರಿಂದ ತಪ್ಪಿಸಿಕೊಳ್ಳಲಾಗದು ಎಂದು ಜಿಲ್ಲಾಧಿಕಾರಿ ಅಕ್ರಂ ಪಾಷ ಅವರು ತಿಳಿಸಿದರು. ಜಿಲ್ಲಾಡಳಿತ, ಜಿಲ್ಲಾ ಪಂಚಾಯತ್, ಶಿಕ್ಷಣ ಇಲಾಖೆ ಹಾಗೂ ಅಲ್ಪಸಂಖ್ಯಾತರ ಕಲ್ಯಾಣ ಇಲಾಖೆ ಇವರ ಸಂಯುಕ್ತಾಶ್ರಯದಲ್ಲಿ ಜಿಲ್ಲಾಧಿಕಾರಿಗಳ ಕಛೇರಿ ಆಡಿಟೋರಿಯಂನಲ್ಲಿ ಆಯೋಜಿಸಲಾಗಿದ್ದ, ಜಿಲ್ಲೆಯ ವಿದ್ಯಾರ್ಥಿಗಳ ಎಸ್.ಎಸ್.ಎಲ್.ಸಿ ಪರೀಕ್ಷಾ ಫಲಿತಾಂಶ ಸುಧಾರಣೆ ಕುರಿತು ಕಾರ್ಯಾಗಾರ ಹಾಗೂ ಪರೀಕ್ಷಾ ಮಾರ್ಗದರ್ಶಿ ಪುಸ್ತಕ ಬಿಡುಗಡೆ ಕಾರ್ಯಕ್ರಮವನ್ನು ಉದ್ಘಾಟಿಸಿ ಅವರು ಮಾತನಾಡುತ್ತಿದ್ದರು. ಶಿಕ್ಷಣದ ಗುಣಮಟ್ಟ ಹೆಚ್ಚಿಸಲು ಜಿಲ್ಲೆಯಲ್ಲಿ ಹಾಕಿಕೊಂಡಿರುವ ಯೋಜನೆಗಳಲ್ಲಿ ಮುಖ್ಯ ಶಿಕ್ಷಕರಿಗೆ ಕಾರ್ಯಾಗಾರವು ಒಂದು ಯೋಜನೆಯಾಗಿದೆ. ಜಿಲ್ಲಾಡಳಿತ, ಜಿಲ್ಲಾ ಪಂಚಾಯತ್ ಇಂತಹ ವಿದ್ಯಾರ್ಥಿಗಳಿಗೆ ಉಪಯೋಗವಾಗುವ ಹಲವಾರು ಯೋಜನೆಗಳನ್ನು ಜಾರಿಗೊಳಿಸಿದೆ. ಜಿಲ್ಲೆಯ ವಿಷನ್ ಕೋಲಾರ, ಸ್ಪರ್ಧಾತ್ಮಕ ಪರೀಕ್ಷೆಗಳ ಕೈಪಿಡಿಗಳು, ಸಿಬ್ಬಂದಿ ಮತ್ತು ನಿಗದಿ ಮಾಡಿದ ವಿಷಯಗಳ ಶಿಕ್ಷಕರನ್ನು ಜಿಲ್ಲೆಯ ಶಾಲೆಗಳಲ್ಲಿ ನೇಮಕ ಮಾಡುವ ಕ್ರಮಗಳು ಹಾಗೂ ಶಿಕ್ಷಣ ಸ್ಮಾರ್ಟ್ ಕ್ಲಾಸ್‌ಗಳು ಸೇರಿದಂತೆ ಅನೇಕ ಕಾರ್ಯಕ್ರಮಗಳನ್ನು ಜಿಲ್ಲೆಯಲ್ಲಿ ಜಾರಿಗೊಳಿಸಲಾಗಿದೆ ಎಂದರು. xyxy=(14,119,204,328)
